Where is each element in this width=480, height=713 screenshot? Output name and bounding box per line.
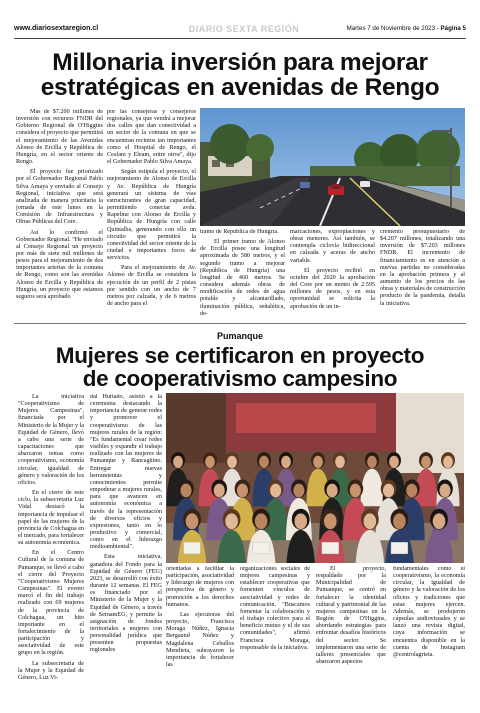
paragraph: Así lo confirmó el Gobernador Regional. "He enviado al Consejo Regional un proyecto por más de siete mil millones de pesos para el mejoramiento de dos importantes arterias de la comuna de Rengo, como son las avenidas Alonso de Ercilla y República de Hungría, un proyecto que estamos seguros será aprobado [16,229,103,300]
person-face [294,513,307,529]
person-face [237,484,248,498]
paragraph: El proyecto recibió en octubre del 2020 la aprobación del Core por un monto de 2.595 millones de pesos, y en esta oportunidad se solicita la aprobación de un in- [290,267,375,310]
paragraph: Según estipula el proyecto, el mejoramiento de Alonso de Ercilla y Av. República de Hungría generará un sistema de vías estructurantes de gran capacidad, permitiendo conectar avda. Rapelme con Alonso de Ercilla y República de Hungría con calle Quintalba, generando con ello un circuito que permitirá la conectividad del sector oriente de la ciudad e importantes focos de servicios. [107,169,196,262]
paragraph: orientadas a facilitar la participación, asociatividad y liderazgo de mujeres con perspectiva de género y promoción a los derechos humanos. [166,566,234,608]
certificate [391,542,408,554]
person-face [173,456,183,468]
paragraph: En el cierre de este ciclo, la subsecretaria Luz Vidal destacó la importancia de impulsar el papel de las mujeres de la provincia de Colchagua en el mercado, para fortalecer su autonomía económica. [18,490,84,547]
article1-column-5 [380,229,465,321]
person-face [313,456,323,468]
person-face [225,513,238,529]
article2-column-4 [240,566,310,706]
person-face [364,513,377,529]
person-face [270,484,281,498]
person-face [443,456,453,468]
person-face [367,456,377,468]
masthead [14,25,466,37]
person-face [259,456,269,468]
paragraph: Para el mejoramiento de Av. Alonso de Ercilla se considera la ejecución de un perfil de 2 pistas por sentido con un ancho de 7 metros por calzada, y de 6 metros de ancho para el [107,265,196,308]
person-face [205,456,215,468]
article2-column-6 [393,566,465,706]
person-face [335,456,345,468]
paragraph: cremento presupuestario de $4.207 millones, totalizando una inversión de $7.203 millones FNDR. El incremento de financiamiento es en atención a nuevas partidas no consideradas en la aprobación primera y al aumento de los precios de las obras y materiales de construcción producto de la pandemia, detalla la iniciativa. [380,229,465,307]
paragraph: El primer tramo de Alonso de Ercilla posee una longitud aproximada de 580 metros, y el segundo tramo a mejorar (República de Hungría) una longitud de 460 metros. Se considera además obras de modificación de redes de agua potable y alcantarillado, iluminación pública, señalética, de- [200,239,285,317]
certificate [253,542,270,554]
road-photo [200,108,465,226]
article1-headline: Millonaria inversión para mejorar estratégicas en avenidas de Rengo [40,49,440,101]
person-face [433,513,446,529]
article2-headline: Mujeres se certificaron en proyecto de cooperativismo campesino [55,343,425,391]
person-face [383,484,394,498]
person-face [393,513,406,529]
paragraph: dal Hurtado, asistió a la ceremonia destacando la importancia de generar redes y promover el cooperativismo de las mujeres rurales de la región: "Es fundamental crear redes visibles y expandir el trabajo realizado con las mujeres de Pumanque y Rancagüino. Entregar nuevas herramientas y conocimientos permite empoderar a mujeres rurales, para que avancen en autonomía económica a través de la representación de diversos oficios y expresiones, tanto en lo productivo y comercial, como en el liderazgo medioambiental". [90,394,162,551]
paragraph: fundamentales como el cooperativismo, la economía circular, la igualdad de género y la valoración de los oficios y tradiciones que estas mujeres ejercen. Además, se produjeron cápsulas audiovisuales y se lanzó una revista digital, cuya información se encuentra disponible en la cuenta de Instagram @centrolagrieta. [393,566,465,658]
paragraph: Esta iniciativa, ganadora del Fondo para la Equidad de Género (FEG) 2023, se desarrolló con éxito durante 12 semanas. El FEG es financiado por el Ministerio de la Mujer y la Equidad de Género, a través de SernamEG, y permite la asignación de fondos territoriales a mujeres con personalidad jurídica que presenten propuestas regionales [90,554,162,654]
article1-column-4 [290,229,375,321]
article2-kicker: Pumanque [216,331,263,341]
newspaper-brand: DIARIO SEXTA REGIÓN [188,24,300,34]
masthead-divider [14,38,466,39]
paragraph: El proyecto fue priorizado por el Gobernador Regional Pablo Silva Amaya y enviado al Consejo Regional, iniciativa que será analizada de manera prioritaria la jornada de este lunes en la Comisión de Infraestructura y Obras Públicas del Core. [16,169,103,226]
paragraph: La iniciativa "Cooperativismo de Mujeres Campesinas", financiada por el Ministerio de la Mujer y la Equidad de Género, llevó a cabo una serie de capacitaciones que abarcaron temas como cooperativismo, economía circular, igualdad de género y valoración de los oficios. [18,394,84,486]
paragraph: Las ejecutoras del proyecto, Francisca Moraga Núñez, Ignacia Bergaund Núñez y Magdalena Ceballos Mendieta, subrayaron la importancia de fortalecer las [166,611,234,669]
paragraph: El proyecto, respaldado por la Municipalidad de Pumanque, se centró en fortalecer la identidad cultural y patrimonial de las mujeres campesinas en la Región de O'Higgins, abordando estrategias para enfrentar desafíos históricos del sector. Se implementaron una serie de talleres presenciales que abarcaron aspectos [316,566,386,666]
article2-column-3 [166,566,234,706]
person-face [327,484,338,498]
site-url[interactable]: www.diariosextaregion.cl [14,25,99,32]
paragraph: Más de $7.200 millones de inversión con recursos FNDR del Gobierno Regional de O'Higgins considera el proyecto que permitirá el mejoramiento de las Avenidas Alonso de Ercilla y República de Hungría, en el sector oriente de Rengo. [16,109,103,166]
person-face [281,456,291,468]
paragraph: En el Centro Cultural de la comuna de Pumanque, se llevó a cabo el cierre del Proyecto "Cooperativismo Mujeres Campesinas". El evento marcó el fin del trabajo realizado con 69 mujeres de la provincia de Colchagua, un hito importante en el fortalecimiento de la participación y asociatividad de este grupo en la región. [18,550,84,657]
person-face [255,513,268,529]
page-number: Página 5 [440,25,466,32]
paragraph: por las consejeras y consejeros regionales, ya que vendrá a mejorar dos calles que dan conectividad a un sector de la comuna en que se encuentran recintos tan importantes como el Hospital de Rengo, el Cesfam y Eleam, entre otros", dijo el Gobernador Pablo Silva Amaya. [107,109,196,166]
person-face [180,484,191,498]
person-face [214,484,225,498]
article1-column-1 [16,109,103,319]
article2-column-2 [90,394,162,706]
certificate [322,542,339,554]
person-face [350,484,361,498]
issue-date: Martes 7 de Noviembre de 2023 - Página 5 [346,25,466,32]
article1-column-3 [200,229,285,321]
paragraph: La subsecretaria de la Mujer y la Equidad de Género, Luz Vi- [18,660,84,681]
article2-column-5 [316,566,386,706]
person-face [227,456,237,468]
person-face [186,513,199,529]
article2-column-1 [18,394,84,706]
section-divider [14,323,466,324]
group-photo [166,393,464,563]
person-face [439,484,450,498]
paragraph: marcaciones, expropiaciones y obras menores. Así también, se contempla ciclovía bidireccional en calzada y aceras de ancho variable. [290,229,375,264]
person-face [293,484,304,498]
paragraph: organizaciones sociales de mujeres campesinas y establecer cooperativas que fomenten vínculos de asociatividad y redes de comunicación. "Buscamos fomentar la colaboración y el trabajo colectivo para el beneficio mutuo y el de sus comunidades", afirmó Francisca Moraga, responsable de la iniciativa. [240,566,310,651]
person-face [389,456,399,468]
person-face [421,456,431,468]
certificate [184,542,201,554]
paragraph: tramo de República de Hungría. [200,229,279,235]
person-face [324,513,337,529]
person-face [406,484,417,498]
article1-column-2 [107,109,196,319]
